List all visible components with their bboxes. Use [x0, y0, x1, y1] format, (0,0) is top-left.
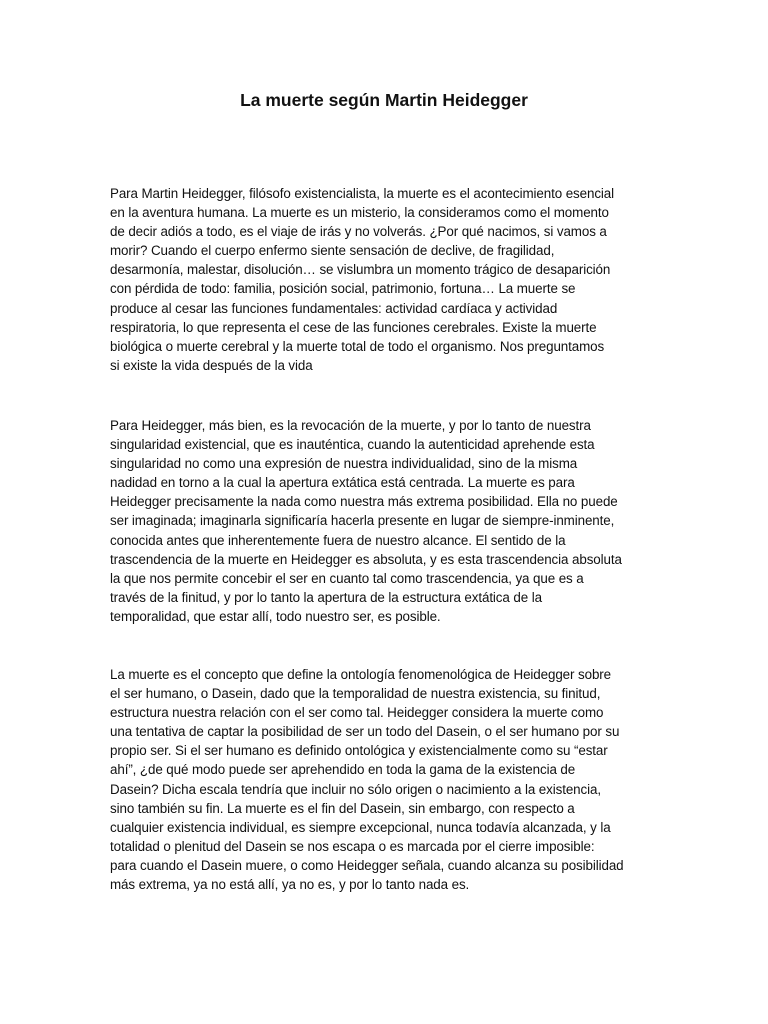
- text-line: para cuando el Dasein muere, o como Heidegger señala, cuando alcanza su posibilidad: [110, 857, 624, 873]
- text-line: cualquier existencia individual, es siempre excepcional, nunca todavía alcanzada, y la: [110, 819, 611, 835]
- text-line: totalidad o plenitud del Dasein se nos escapa o es marcada por el cierre imposible:: [110, 838, 595, 854]
- text-line: de decir adiós a todo, es el viaje de irás y no volverás. ¿Por qué nacimos, si vamos a: [110, 224, 607, 240]
- text-line: Heidegger precisamente la nada como nuestra más extrema posibilidad. Ella no puede: [110, 494, 618, 510]
- text-line: singularidad existencial, que es inauténtica, cuando la autenticidad aprehende esta: [110, 437, 595, 453]
- text-line: si existe la vida después de la vida: [110, 357, 313, 373]
- text-line: más extrema, ya no está allí, ya no es, y por lo tanto nada es.: [110, 877, 470, 893]
- text-line: Para Martin Heidegger, filósofo existencialista, la muerte es el acontecimiento esencial: [110, 186, 615, 201]
- text-line: Dasein? Dicha escala tendría que incluir no sólo origen o nacimiento a la existencia,: [110, 781, 601, 797]
- text-line: singularidad no como una expresión de nuestra individualidad, sino de la misma: [110, 456, 578, 472]
- text-line: través de la finitud, y por lo tanto la apertura de la estructura extática de la: [110, 589, 542, 605]
- text-line: conocida antes que inherentemente fuera de nuestro alcance. El sentido de la: [110, 532, 566, 548]
- text-line: ser imaginada; imaginarla significaría hacerla presente en lugar de siempre-inminente,: [110, 513, 615, 529]
- text-line: produce al cesar las funciones fundamentales: actividad cardíaca y actividad: [110, 300, 558, 316]
- text-line: La muerte es el concepto que define la ontología fenomenológica de Heidegger sobre: [110, 667, 611, 682]
- text-line: biológica o muerte cerebral y la muerte total de todo el organismo. Nos preguntamos: [110, 338, 605, 354]
- text-line: sino también su fin. La muerte es el fin del Dasein, sin embargo, con respecto a: [110, 800, 575, 816]
- text-line: estructura nuestra relación con el ser como tal. Heidegger considera la muerte como: [110, 705, 604, 721]
- text-line: propio ser. Si el ser humano es definido ontológica y existencialmente como su “estar: [110, 743, 608, 759]
- text-line: con pérdida de todo: familia, posición social, patrimonio, fortuna… La muerte se: [110, 281, 576, 297]
- paragraph-3: [110, 665, 662, 894]
- document-title: La muerte según Martin Heidegger: [240, 90, 528, 110]
- text-line: nadidad en torno a la cual la apertura extática está centrada. La muerte es para: [110, 475, 575, 491]
- text-line: ahí”, ¿de qué modo puede ser aprehendido en toda la gama de la existencia de: [110, 762, 576, 778]
- text-line: respiratoria, lo que representa el cese de las funciones cerebrales. Existe la muerte: [110, 319, 597, 335]
- text-line: temporalidad, que estar allí, todo nuestro ser, es posible.: [110, 608, 441, 624]
- text-line: en la aventura humana. La muerte es un misterio, la consideramos como el momento: [110, 205, 609, 221]
- text-line: Para Heidegger, más bien, es la revocación de la muerte, y por lo tanto de nuestra: [110, 418, 591, 433]
- paragraph-2: [110, 416, 662, 626]
- text-line: el ser humano, o Dasein, dado que la temporalidad de nuestra existencia, su finitud,: [110, 686, 601, 702]
- text-line: morir? Cuando el cuerpo enfermo siente sensación de declive, de fragilidad,: [110, 243, 555, 259]
- text-line: una tentativa de captar la posibilidad de ser un todo del Dasein, o el ser humano por su: [110, 724, 620, 740]
- text-line: trascendencia de la muerte en Heidegger es absoluta, y es esta trascendencia absoluta: [110, 551, 622, 567]
- text-line: desarmonía, malestar, disolución… se vislumbra un momento trágico de desaparición: [110, 262, 611, 278]
- paragraph-1: [110, 184, 662, 375]
- text-line: la que nos permite concebir el ser en cuanto tal como trascendencia, ya que es a: [110, 570, 584, 586]
